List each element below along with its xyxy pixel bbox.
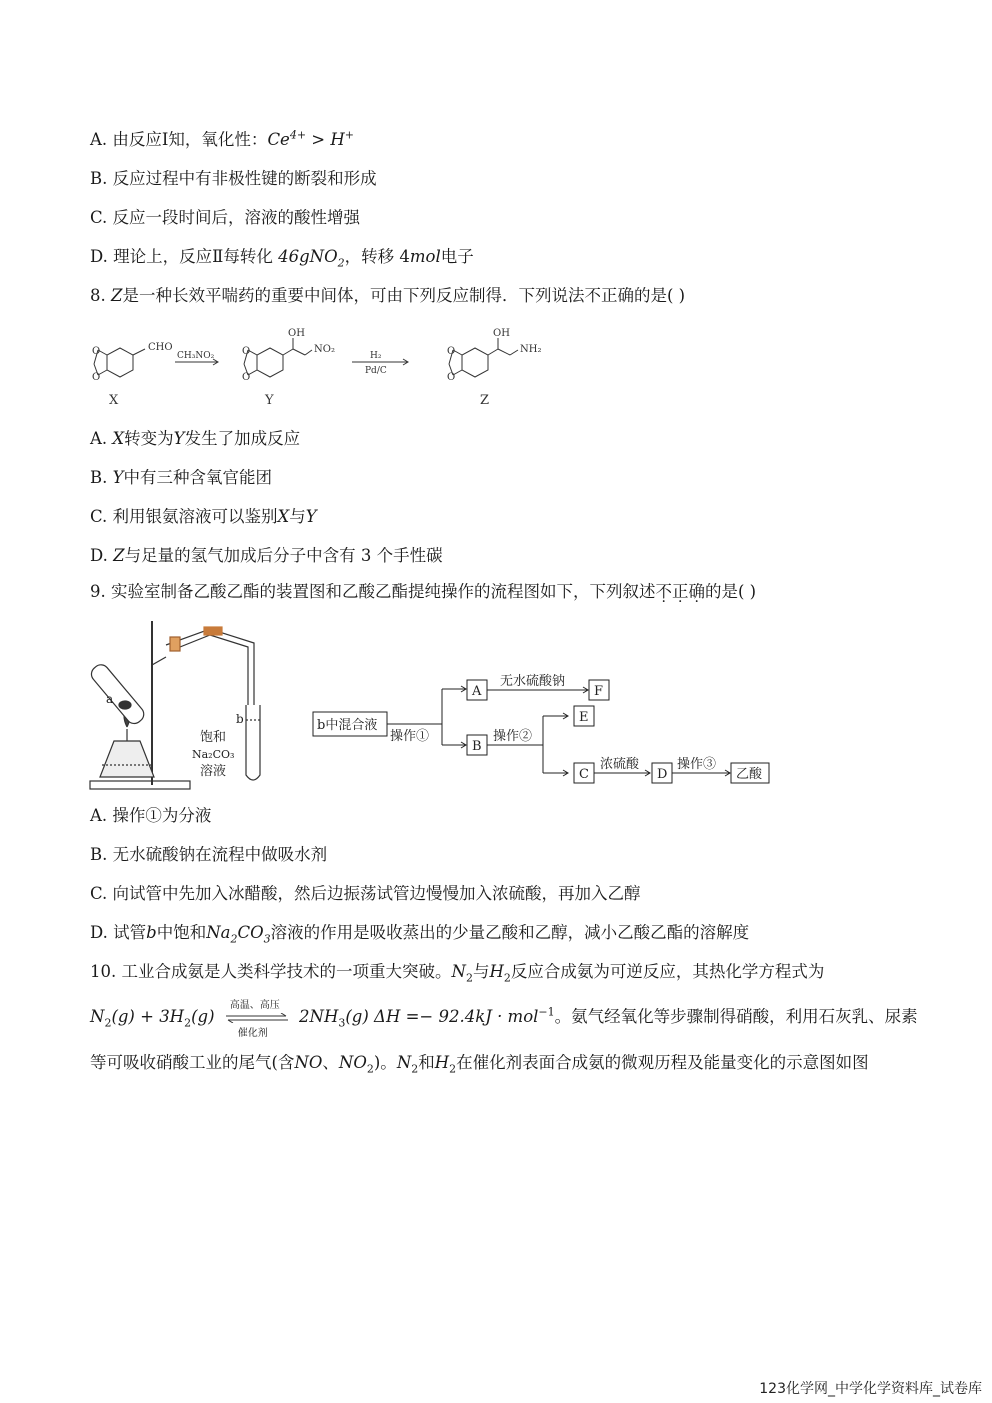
flow-op1: 操作①	[390, 729, 430, 744]
label-solution: 溶液	[200, 764, 227, 779]
x-label: X	[109, 393, 119, 408]
q7-option-c: C. 反应一段时间后，溶液的酸性增强	[90, 208, 361, 227]
o-label-x1: O	[92, 346, 101, 357]
flow-c: C	[579, 767, 589, 782]
flow-e: E	[579, 710, 589, 725]
flow-op3: 操作③	[677, 757, 717, 772]
oh-label-z: OH	[493, 328, 510, 339]
q8-option-d: D. Z与足量的氢气加成后分子中含有 3 个手性碳	[90, 546, 443, 565]
cho-label: CHO	[148, 342, 173, 353]
q10-line-1: 10. 工业合成氨是人类科学技术的一项重大突破。$N_2$与$H_2$反应合成氨为可逆反应，其热化学方程式为	[90, 962, 825, 985]
flow-d: D	[657, 767, 668, 782]
flow-a: A	[472, 684, 482, 699]
o-label-y1: O	[242, 346, 251, 357]
flow-start: b中混合液	[317, 718, 378, 733]
nh2-label: NH₂	[520, 344, 542, 355]
label-saturated: 饱和	[200, 730, 227, 745]
q9-option-c: C. 向试管中先加入冰醋酸，然后边振荡试管边慢慢加入浓硫酸，再加入乙醇	[90, 884, 641, 903]
q7-option-d: D. 理论上，反应Ⅱ每转化 46gNO$_2$，转移 4mol电子	[90, 247, 474, 270]
flow-op2: 操作②	[493, 729, 533, 744]
q9-option-d: D. 试管b中饱和$Na_2CO_3$溶液的作用是吸收蒸出的少量乙酸和乙醇，减小乙酸乙酯的溶解度	[90, 923, 750, 946]
q8-option-a: A. X转变为Y发生了加成反应	[90, 429, 301, 448]
q7-option-b: B. 反应过程中有非极性键的断裂和形成	[90, 169, 377, 188]
y-label: Y	[265, 393, 274, 408]
q9-flowchart	[310, 672, 780, 788]
reagent-2-bottom: Pd/C	[365, 366, 387, 376]
q9-stem: 9. 实验室制备乙酸乙酯的装置图和乙酸乙酯提纯操作的流程图如下，下列叙述不正确的是( )	[90, 582, 757, 601]
q7-option-a: A. 由反应Ⅰ知，氧化性：$Ce^{4+} > H^+$	[90, 128, 354, 149]
page-footer: 123化学网_中学化学资料库_试卷库	[759, 1381, 982, 1397]
q8-reaction-scheme	[90, 322, 560, 414]
no2-label: NO₂	[314, 344, 335, 355]
o-label-y2: O	[242, 372, 251, 383]
q8-option-b: B. Y中有三种含氧官能团	[90, 468, 273, 487]
o-label-z2: O	[447, 372, 456, 383]
reagent-1: CH₃NO₂	[177, 351, 215, 361]
reagent-2-top: H₂	[370, 351, 382, 361]
flow-f: F	[594, 684, 604, 699]
equilibrium-arrow: 高温、高压 催化剂	[224, 1007, 290, 1029]
o-label-x2: O	[92, 372, 101, 383]
oh-label-y: OH	[288, 328, 305, 339]
z-label: Z	[480, 393, 490, 408]
q9-option-a: A. 操作①为分液	[90, 806, 212, 825]
flow-b: B	[472, 739, 482, 754]
label-b: b	[236, 712, 244, 726]
o-label-z1: O	[447, 346, 456, 357]
molecule-y	[244, 338, 312, 377]
double-arrow-icon	[224, 1013, 290, 1023]
q9-option-b: B. 无水硫酸钠在流程中做吸水剂	[90, 845, 328, 864]
q9-apparatus-diagram	[88, 615, 278, 795]
flow-product: 乙酸	[736, 767, 763, 782]
q8-stem: 8. Z是一种长效平喘药的重要中间体，可由下列反应制得．下列说法不正确的是( )	[90, 286, 686, 305]
q8-option-c: C. 利用银氨溶液可以鉴别X与Y	[90, 507, 317, 526]
flow-acid: 浓硫酸	[600, 757, 640, 772]
q10-line-3: 等可吸收硝酸工业的尾气(含NO、$NO_2$)。$N_2$和$H_2$在催化剂表面合成氨的微观历程及能量变化的示意图如图	[90, 1053, 869, 1076]
label-na2co3: Na₂CO₃	[192, 748, 235, 761]
flow-reagent: 无水硫酸钠	[500, 674, 566, 689]
label-a: a	[106, 692, 114, 706]
q10-equation-line: $N_2(g) + 3H_2(g)$ 高温、高压 催化剂 $2NH_3(g) \Delta H =- 92.4kJ \cdot mol^{-1}$。氨气经氧化等步骤制得硝酸，利用石灰乳、尿素	[90, 999, 918, 1039]
molecule-z	[449, 338, 518, 377]
molecule-x	[94, 348, 145, 377]
